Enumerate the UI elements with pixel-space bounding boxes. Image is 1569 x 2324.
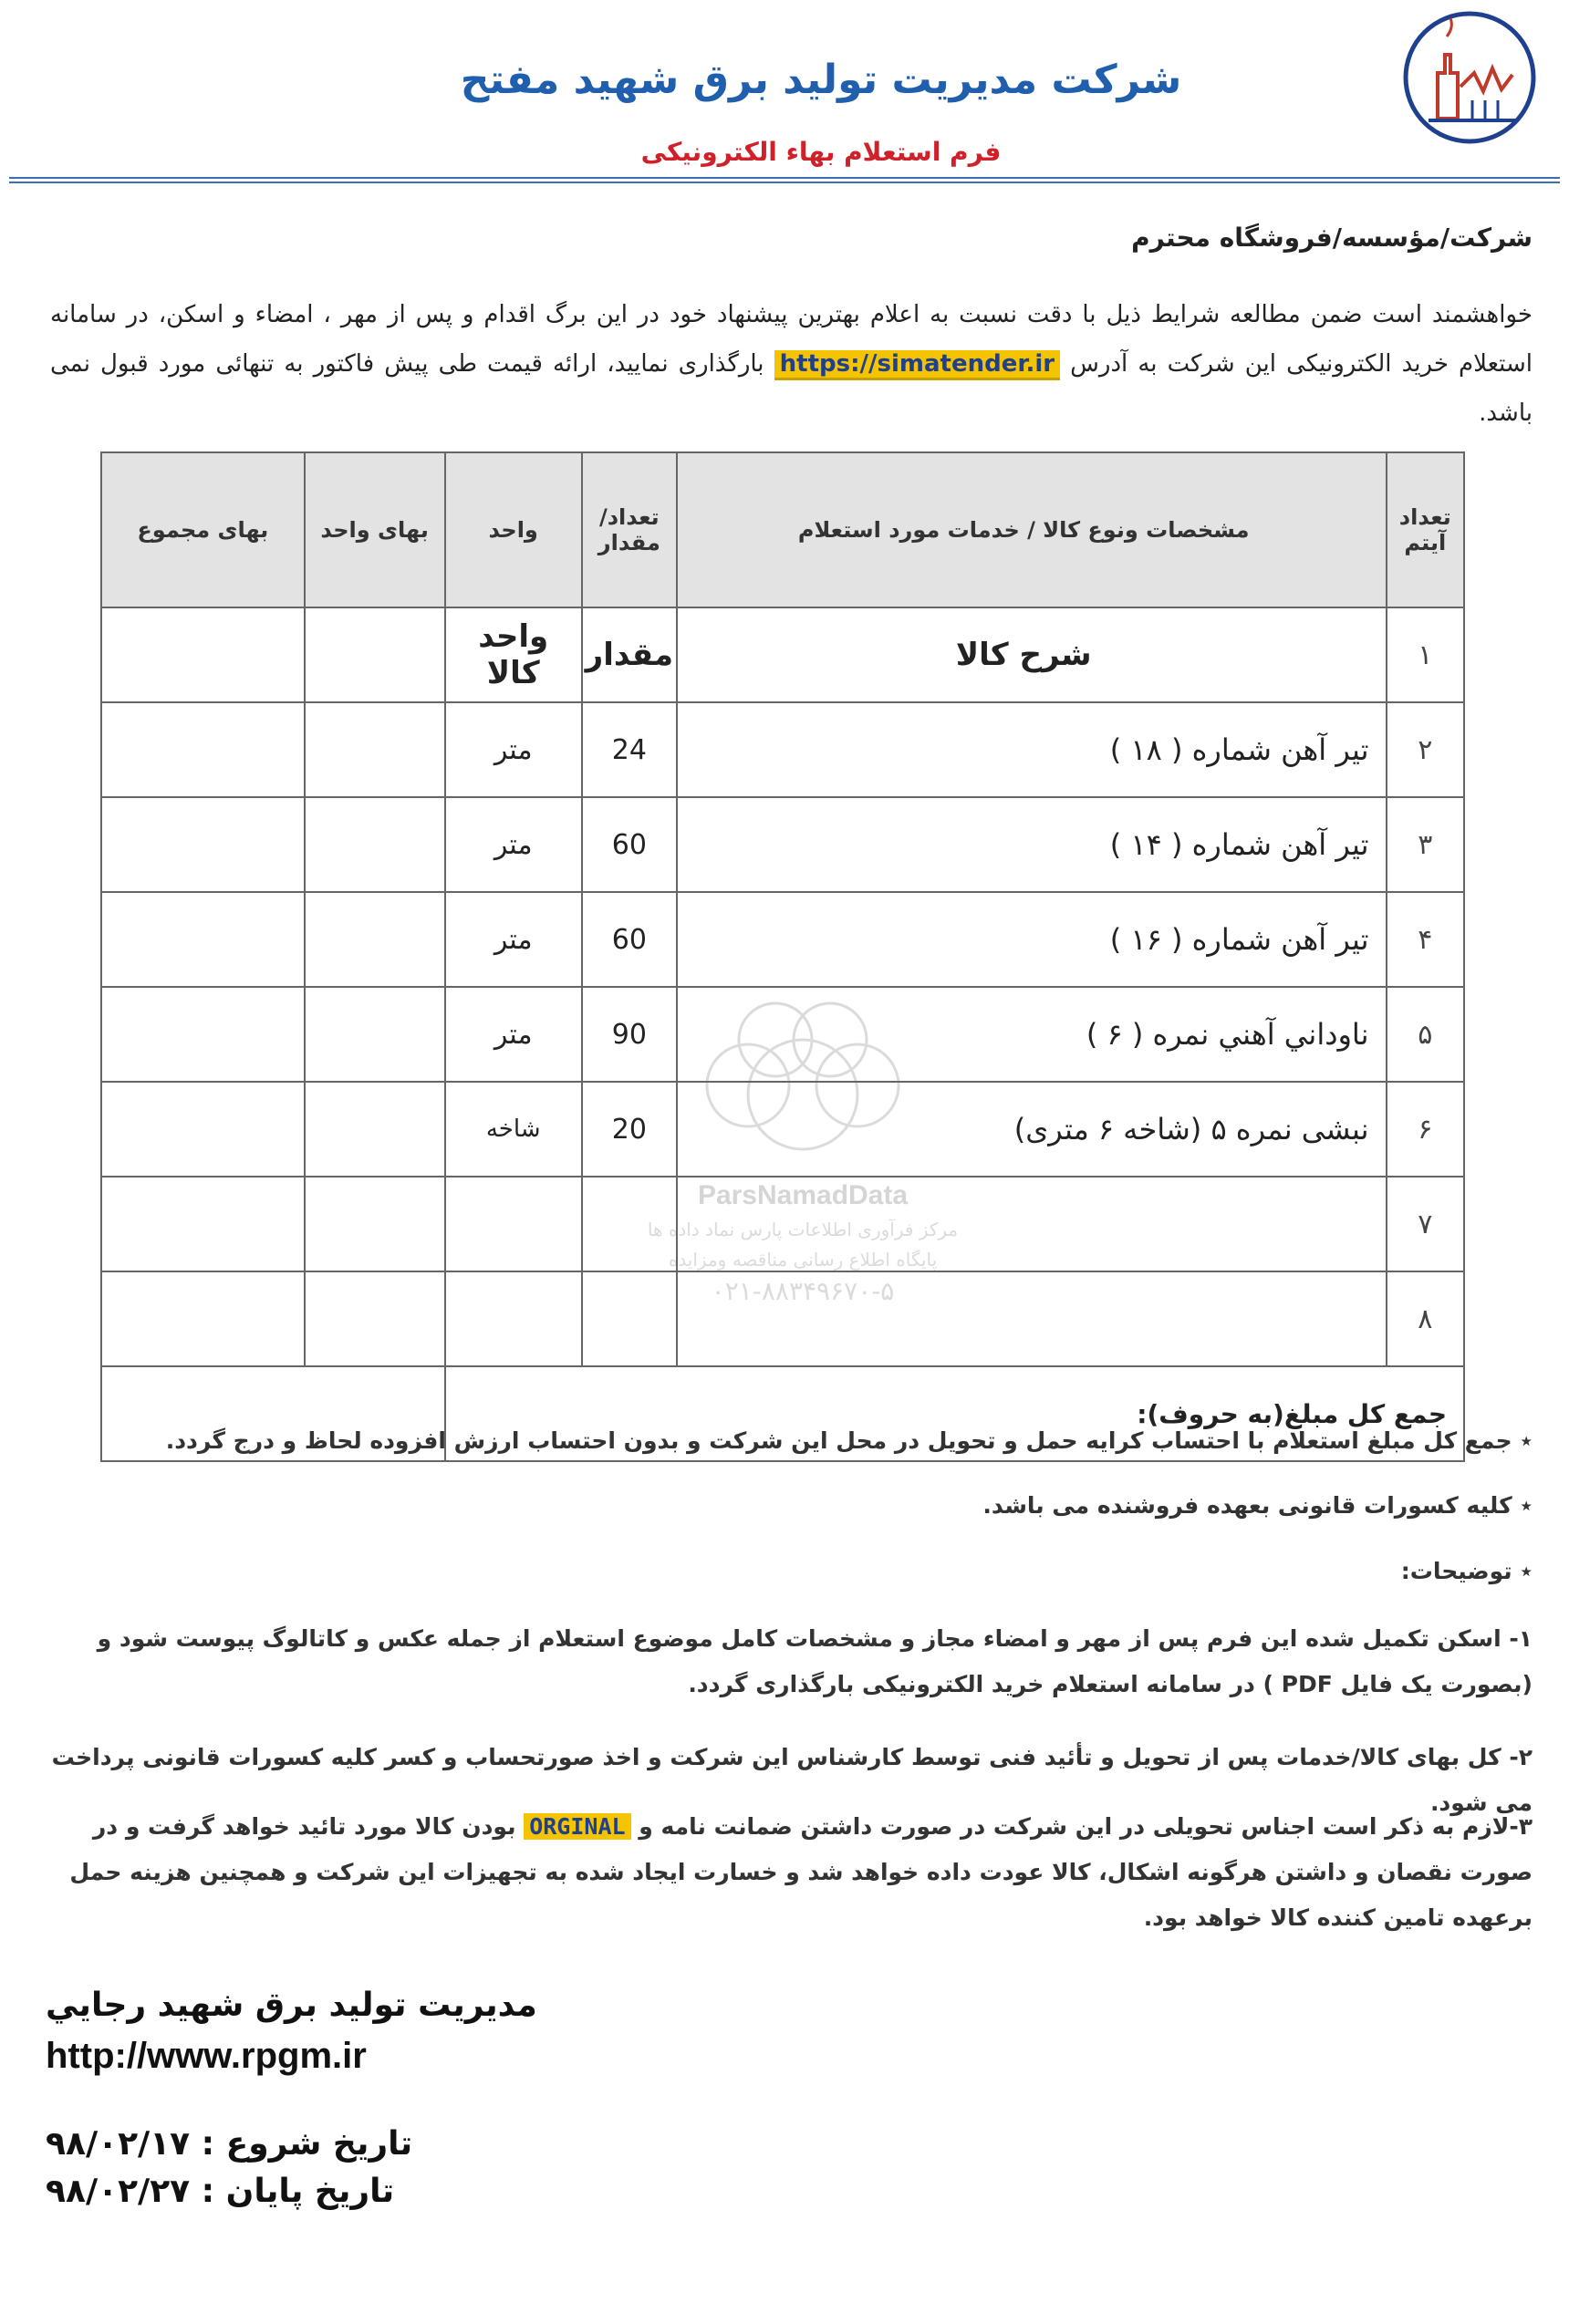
original-highlight: ORGINAL [524,1813,630,1840]
items-table [100,451,1465,1462]
footer-url[interactable]: http://www.rpgm.ir [46,2036,367,2076]
header-divider [9,177,1560,179]
table-row [101,1177,1464,1271]
row-total-price[interactable] [101,1082,305,1177]
row-quantity: 60 [582,892,677,987]
page-title: شرکت مدیریت تولید برق شهید مفتح [460,57,1182,103]
table-row [101,607,1464,702]
intro-text-before: خواهشمند است ضمن مطالعه شرایط ذیل با دقت نسبت به اعلام بهترین پیشنهاد خود در این برگ اقدام و پس از مهر ، امضاء و اسکن، در سامانه استعلام خرید الکترونیکی این شرکت به آدرس [50,301,1533,378]
row-quantity: 24 [582,702,677,797]
footer-company: مديريت توليد برق شهيد رجايي [46,1987,537,2024]
header-unit: واحد [445,452,582,607]
row-quantity: مقدار [582,607,677,702]
page-subtitle: فرم استعلام بهاء الکترونیکی [640,137,1002,167]
row-description: تیر آهن شماره ( ۱۶ ) [677,892,1387,987]
row-number: ۲ [1387,702,1464,797]
row-unit [445,1271,582,1366]
row-quantity: 90 [582,987,677,1082]
footer-start-date: تاريخ شروع : ۹۸/۰۲/۱۷ [46,2125,413,2163]
row-quantity [582,1271,677,1366]
header-description: مشخصات ونوع کالا / خدمات مورد استعلام [677,452,1387,607]
note-deductions: ٭ کلیه کسورات قانونی بعهده فروشنده می باشد. [982,1492,1533,1519]
header-unit-price: بهای واحد [305,452,445,607]
row-unit: شاخه [445,1082,582,1177]
row-description: تیر آهن شماره ( ۱۸ ) [677,702,1387,797]
row-unit-price[interactable] [305,797,445,892]
row-description [677,1271,1387,1366]
row-unit-price[interactable] [305,987,445,1082]
row-number: ۸ [1387,1271,1464,1366]
row-unit: متر [445,797,582,892]
row-number: ۳ [1387,797,1464,892]
watermark-phone: ۰۲۱-۸۸۳۴۹۶۷۰-۵ [711,1276,895,1306]
row-unit-price[interactable] [305,1082,445,1177]
table-header-row [101,452,1464,607]
note-p3-before: ۳-لازم به ذکر است اجناس تحویلی در این شرکت در صورت داشتن ضمانت نامه و [630,1813,1533,1840]
row-number: ۵ [1387,987,1464,1082]
row-total-price[interactable] [101,797,305,892]
row-total-price[interactable] [101,607,305,702]
row-description: نبشی نمره ۵ (شاخه ۶ متری) [677,1082,1387,1177]
note-paragraph-1: ۱- اسکن تکمیل شده این فرم پس از مهر و امضاء مجاز و مشخصات کامل موضوع استعلام از جمله عکس و کاتالوگ پیوست شود و (بصورت یک فایل PDF ) در سامانه استعلام خرید الکترونیکی بارگذاری گردد. [97,1625,1533,1697]
note-shipping: ٭ جمع کل مبلغ استعلام با احتساب کرایه حمل و تحویل در محل این شرکت و بدون احتساب ارزش افزوده لحاظ و درج گردد. [165,1427,1533,1454]
row-quantity [582,1177,677,1271]
greeting: شرکت/مؤسسه/فروشگاه محترم [1131,223,1533,253]
row-unit: متر [445,987,582,1082]
company-logo [1401,9,1538,146]
row-description [677,1177,1387,1271]
row-unit: متر [445,702,582,797]
watermark-line2: پایگاه اطلاع رسانی مناقصه ومزایده [668,1249,938,1271]
row-number: ۷ [1387,1177,1464,1271]
row-unit-price[interactable] [305,1177,445,1271]
header-total-price: بهای مجموع [101,452,305,607]
intro-paragraph [50,290,1533,438]
row-unit: متر [445,892,582,987]
row-unit-price[interactable] [305,607,445,702]
header-item-count: تعداد آیتم [1387,452,1464,607]
header-divider-second [9,182,1560,183]
sum-label: جمع کل مبلغ(به حروف): [445,1366,1464,1461]
footer-end-date: تاريخ پايان : ۹۸/۰۲/۲۷ [46,2173,395,2210]
intro-text-after: بارگذاری نمایید، ارائه قیمت طی پیش فاکتور به تنهائی مورد قبول نمی باشد. [50,350,1533,427]
note-paragraph-2: ۲- کل بهای کالا/خدمات پس از تحویل و تأئید فنی توسط کارشناس این شرکت و اخذ صورتحساب و کسر کلیه کسورات قانونی پرداخت می شود. [51,1744,1533,1816]
table-row [101,797,1464,892]
tender-link[interactable]: https://simatender.ir [774,350,1060,380]
header-quantity: تعداد/ مقدار [582,452,677,607]
table-row [101,1271,1464,1366]
row-total-price[interactable] [101,892,305,987]
row-description: ناوداني آهني نمره ( ۶ ) [677,987,1387,1082]
row-total-price[interactable] [101,702,305,797]
table-row [101,892,1464,987]
watermark-line1: مرکز فرآوری اطلاعات پارس نماد داده ها [647,1219,959,1240]
note-paragraph-3 [27,1804,1533,1941]
row-total-price[interactable] [101,1177,305,1271]
row-number: ۶ [1387,1082,1464,1177]
table-row [101,1082,1464,1177]
row-quantity: 60 [582,797,677,892]
note-p3-after: بودن کالا مورد تائید خواهد گرفت و در صورت نقصان و داشتن هرگونه اشکال، کالا عودت داده خواهد شد و خسارت ایجاد شده به تجهیزات این شرکت و همچنین هزینه حمل برعهده تامین کننده کالا خواهد بود. [69,1813,1533,1931]
row-unit-price[interactable] [305,1271,445,1366]
row-total-price[interactable] [101,1271,305,1366]
notes-heading: ٭ توضیحات: [1400,1558,1533,1584]
row-unit-price[interactable] [305,702,445,797]
row-total-price[interactable] [101,987,305,1082]
row-quantity: 20 [582,1082,677,1177]
table-row [101,702,1464,797]
watermark-brand: ParsNamadData [697,1180,909,1210]
row-unit: واحد کالا [445,607,582,702]
table-row [101,987,1464,1082]
row-unit [445,1177,582,1271]
row-unit-price[interactable] [305,892,445,987]
row-number: ۴ [1387,892,1464,987]
row-number: ۱ [1387,607,1464,702]
row-description: تیر آهن شماره ( ۱۴ ) [677,797,1387,892]
row-description: شرح کالا [677,607,1387,702]
